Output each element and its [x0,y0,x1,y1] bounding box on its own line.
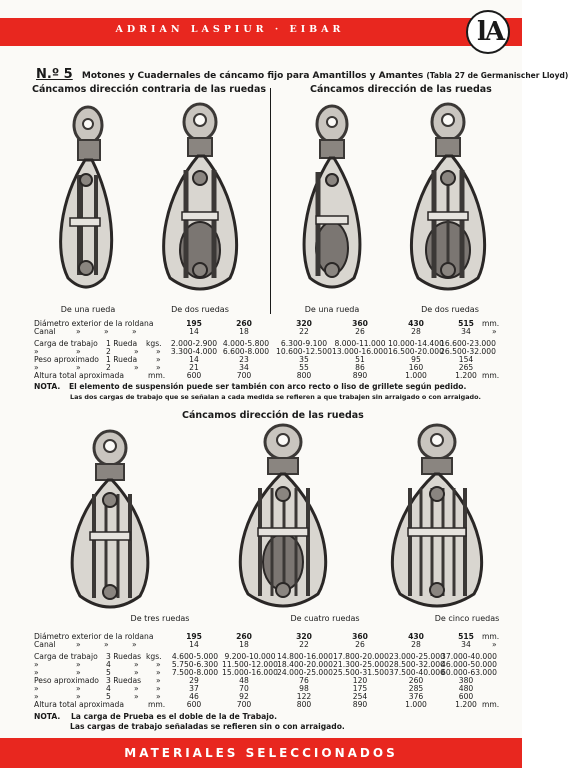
caption-triple: De tres ruedas [130,614,190,623]
table-cell: 175 [352,684,368,693]
ditto-mark: » [34,363,39,372]
ditto-mark: » [134,668,139,677]
table-cell: 21 [189,363,199,372]
peso-label: Peso aproximado [34,676,99,685]
header-title: ADRIAN LASPIUR · EIBAR [115,24,345,35]
caption-single-left: De una rueda [60,305,116,314]
ditto-mark: » [492,327,497,336]
table-cell: 7.500-8.000 [171,668,219,677]
carga-label: Carga de trabajo [34,339,98,348]
table-cell: 160 [408,363,424,372]
table-cell: 3.300-4.000 [170,347,218,356]
canal-label: Canal [34,640,56,649]
table-cell: 260 [236,632,252,641]
table-cell: 376 [408,692,424,701]
table-cell: 430 [408,632,424,641]
rueda-2-label: 2 [106,347,111,356]
table-cell: 21.300-25.000 [333,660,389,669]
ditto-mark: » [156,355,161,364]
table-cell: 10.600-12.500 [276,347,332,356]
note-text: El elemento de suspensión puede ser también con arco recto o liso de grillete según pedido. [68,382,467,391]
table-cell: 26.500-32.000 [440,347,496,356]
ruedas-4-label: 4 [106,660,111,669]
ditto-mark: » [156,676,161,685]
bottom-note [34,712,277,721]
table-cell: 46.000-50.000 [441,660,497,669]
table-cell: 154 [458,355,474,364]
table-cell: 700 [236,371,252,380]
table-cell: 10.000-14.400 [388,339,444,348]
table-cell: 28.500-32.000 [389,660,445,669]
ruedas-5-label: 5 [106,668,111,677]
caption-single-right: De una rueda [304,305,360,314]
rueda-2-label: 2 [106,363,111,372]
table-cell: 380 [458,676,474,685]
ditto-mark: » [34,692,39,701]
table-cell: 2.000-2.900 [170,339,218,348]
caption-quintuple: De cinco ruedas [434,614,500,623]
la-monogram-icon [466,10,510,54]
table-cell: 122 [296,692,312,701]
table-cell: 265 [458,363,474,372]
table-cell: 700 [236,700,252,709]
table-cell: 254 [352,692,368,701]
title-text: Motones y Cuadernales de cáncamo fijo para Amantillos y Amantes [81,71,424,81]
altura-label: Altura total aproximada [34,371,125,380]
table-cell: 34 [461,640,471,649]
table-cell: 600 [186,700,202,709]
table-cell: 1.000 [405,371,427,380]
table-cell: 16.500-20.000 [388,347,444,356]
catalog-number: N.º 5 [36,67,73,82]
ditto-mark: » [134,660,139,669]
table-cell: 8.000-11.000 [334,339,386,348]
unit-mm: mm. [482,371,500,380]
table-cell: 260 [408,676,424,685]
rueda-1-label: 1 Rueda [106,339,138,348]
triple-sheave-block-image [60,428,160,618]
unit-mm: mm. [482,700,500,709]
table-cell: 800 [296,700,312,709]
ditto-mark: » [34,668,39,677]
table-cell: 13.000-16.000 [332,347,388,356]
table-cell: 14 [189,327,199,336]
table-cell: 4.600-5.000 [171,652,219,661]
table-cell: 430 [408,319,424,328]
ditto-mark: » [134,363,139,372]
table-cell: 55 [299,363,309,372]
table-cell: 15.000-16.000 [222,668,278,677]
table-cell: 18 [239,640,249,649]
bottom-note-2: Las cargas de trabajo señaladas se refieren sin o con arraigado. [70,722,345,731]
unit-mm: mm. [148,700,166,709]
table-cell: 890 [352,700,368,709]
unit-mm: mm. [482,632,500,641]
ruedas-5-label: 5 [106,692,111,701]
ditto-mark: » [76,363,81,372]
table-cell: 6.300-9.100 [280,339,328,348]
ditto-mark: » [156,684,161,693]
table-cell: 60.000-63.000 [441,668,497,677]
table-cell: 1.000 [405,700,427,709]
ditto-mark: » [34,347,39,356]
section-divider [270,88,271,314]
table-cell: 260 [236,319,252,328]
single-sheave-block-image-right [292,100,372,300]
double-sheave-block-image-right [396,100,496,300]
table-cell: 320 [296,632,312,641]
quadruple-sheave-block-image [228,422,338,618]
table-cell: 14 [189,640,199,649]
table-cell: 76 [299,676,309,685]
table-cell: 360 [352,632,368,641]
left-section-heading: Cáncamos dirección contraria de las ruedas [32,84,267,95]
ditto-mark: » [76,692,81,701]
note-label: NOTA. [34,712,61,721]
table-cell: 600 [186,371,202,380]
top-note [34,382,466,391]
double-sheave-block-image [150,100,250,300]
table-cell: 28 [411,327,421,336]
table-cell: 24.000-25.000 [277,668,333,677]
table-cell: 14.800-16.000 [277,652,333,661]
table-cell: 360 [352,319,368,328]
table-cell: 515 [458,632,474,641]
table-cell: 18 [239,327,249,336]
single-sheave-block-image [40,100,130,300]
table-cell: 48 [239,676,249,685]
table-cell: 600 [458,692,474,701]
ditto-mark: » [132,327,137,336]
ditto-mark: » [76,640,81,649]
table-cell: 26 [355,327,365,336]
title-reference: (Tabla 27 de Germanischer Lloyd) [426,71,568,80]
table-cell: 23.000-25.000 [389,652,445,661]
top-note-sub: Las dos cargas de trabajo que se señalan a cada medida se refieren a que trabajen sin arraigado o con arraigado. [70,393,481,401]
ditto-mark: » [134,692,139,701]
ditto-mark: » [104,640,109,649]
table-cell: 29 [189,676,199,685]
table-cell: 26 [355,640,365,649]
ditto-mark: » [132,640,137,649]
ditto-mark: » [156,692,161,701]
diameter-label: Diámetro exterior de la roldana [34,319,154,328]
page-title [36,67,568,82]
table-cell: 70 [239,684,249,693]
caption-quadruple: De cuatro ruedas [290,614,360,623]
ditto-mark: » [134,347,139,356]
unit-kgs: kgs. [146,652,162,661]
ditto-mark: » [492,640,497,649]
ditto-mark: » [156,347,161,356]
table-cell: 14 [189,355,199,364]
table-cell: 120 [352,676,368,685]
carga-label: Carga de trabajo [34,652,98,661]
ditto-mark: » [76,668,81,677]
table-cell: 800 [296,371,312,380]
table-cell: 34 [461,327,471,336]
ditto-mark: » [34,660,39,669]
table-cell: 37.500-40.000 [389,668,445,677]
table-cell: 11.500-12.000 [222,660,278,669]
table-cell: 92 [239,692,249,701]
table-cell: 1.200 [455,371,477,380]
table-cell: 480 [458,684,474,693]
table-cell: 320 [296,319,312,328]
table-cell: 22 [299,640,309,649]
table-cell: 195 [186,632,202,641]
table-cell: 16.600-23.000 [440,339,496,348]
rueda-1-label: 1 Rueda [106,355,138,364]
altura-label: Altura total aproximada [34,700,125,709]
top-spec-table [34,320,504,384]
caption-double-left: De dos ruedas [171,305,229,314]
ditto-mark: » [156,668,161,677]
table-cell: 37 [189,684,199,693]
ditto-mark: » [76,327,81,336]
table-cell: 6.600-8.000 [222,347,270,356]
bottom-section-heading: Cáncamos dirección de las ruedas [182,410,364,421]
diameter-label: Diámetro exterior de la roldana [34,632,154,641]
ditto-mark: » [156,660,161,669]
ditto-mark: » [34,684,39,693]
logo-text: lA [477,17,504,47]
table-cell: 23 [239,355,249,364]
ruedas-4-label: 4 [106,684,111,693]
unit-kgs: kgs. [146,339,162,348]
quintuple-sheave-block-image [382,422,492,618]
table-cell: 95 [411,355,421,364]
footer-title: MATERIALES SELECCIONADOS [124,746,398,760]
table-cell: 515 [458,319,474,328]
ditto-mark: » [156,363,161,372]
table-cell: 35 [299,355,309,364]
table-cell: 86 [355,363,365,372]
table-cell: 4.000-5.800 [222,339,270,348]
table-cell: 34 [239,363,249,372]
unit-mm: mm. [148,371,166,380]
table-cell: 17.800-20.000 [333,652,389,661]
table-cell: 37.000-40.000 [441,652,497,661]
table-cell: 9.200-10.000 [224,652,276,661]
note-label: NOTA. [34,382,61,391]
table-cell: 46 [189,692,199,701]
bottom-spec-table [34,633,504,713]
canal-label: Canal [34,327,56,336]
ditto-mark: » [104,327,109,336]
table-cell: 28 [411,640,421,649]
table-cell: 890 [352,371,368,380]
ditto-mark: » [134,684,139,693]
table-cell: 98 [299,684,309,693]
ruedas-3-label: 3 Ruedas [106,652,142,661]
peso-label: Peso aproximado [34,355,99,364]
table-cell: 1.200 [455,700,477,709]
ditto-mark: » [76,347,81,356]
caption-double-right: De dos ruedas [421,305,479,314]
note-text: La carga de Prueba es el doble de la de Trabajo. [70,712,277,721]
right-section-heading: Cáncamos dirección de las ruedas [310,84,492,95]
table-cell: 285 [408,684,424,693]
table-cell: 51 [355,355,365,364]
table-cell: 25.500-31.500 [333,668,389,677]
unit-mm: mm. [482,319,500,328]
table-cell: 22 [299,327,309,336]
ruedas-3-label: 3 Ruedas [106,676,142,685]
table-cell: 5.750-6.300 [171,660,219,669]
table-cell: 18.400-20.000 [277,660,333,669]
ditto-mark: » [76,684,81,693]
table-cell: 195 [186,319,202,328]
ditto-mark: » [76,660,81,669]
